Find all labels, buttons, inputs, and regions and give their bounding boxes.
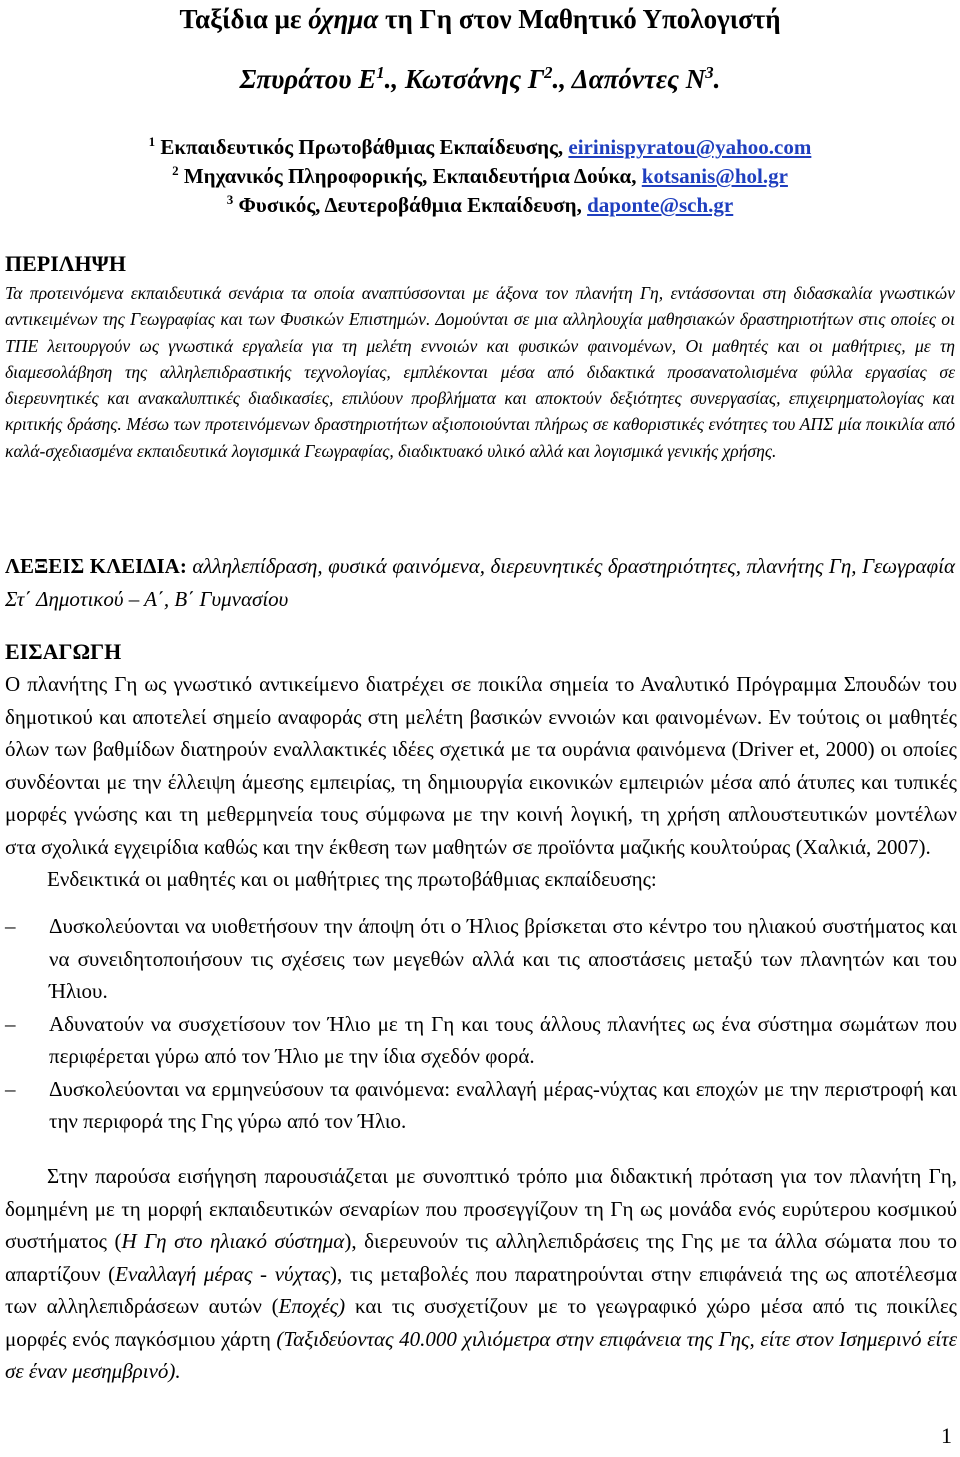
list-item-text: Δυσκολεύονται να ερμηνεύσουν τα φαινόμενα: εναλλαγή μέρας-νύχτας και εποχών με την περιστροφή και την περιφορά της Γης γύρω από τον Ήλιο. — [49, 1076, 957, 1133]
paragraph-3-part-3: ), τις μεταβολές που παρατηρούνται στην επιφάνειά της ως αποτέλεσμα των αλληλεπιδράσεων αυτών ( — [5, 1261, 957, 1318]
author-line-end: . — [713, 64, 721, 94]
list-item — [5, 1008, 957, 1073]
introduction-paragraph-1: Ο πλανήτης Γη ως γνωστικό αντικείμενο διατρέχει σε ποικίλα σημεία το Αναλυτικό Πρόγραμμα Σπουδών του δημοτικού και αποτελεί σημείο αναφοράς στη μελέτη βασικών εννοιών και φαινομένων. Εν τούτοις οι μαθητές όλων των βαθμίδων διατηρούν εναλλακτικές ιδέες σχετικά με τα ουράνια φαινόμενα (Driver et, 2000) οι οποίες συνδέονται με την έλλειψη άμεσης εμπειρίας, τη δημιουργία εικονικών εμπειριών μέσα από άτυπες και τυπικές μορφές γνώσης και τη μεθερμηνεία τους σύμφωνα με την κοινή λογική, τη χρήση απλουστευτικών μοντέλων στα σχολικά εγχειρίδια καθώς και την έκθεση των μαθητών σε προϊόντα μαζικής κουλτούρας (Χαλκιά, 2007). — [5, 672, 957, 859]
misconception-list — [5, 910, 957, 1138]
introduction-heading: ΕΙΣΑΓΩΓΗ — [5, 639, 122, 664]
dash-bullet: – — [5, 1011, 16, 1036]
paragraph-3-part-2: ), διερευνούν τις αλληλεπιδράσεις της Γης με τα άλλα σώματα που τo απαρτίζουν ( — [5, 1229, 958, 1286]
abstract-heading: ΠΕΡΙΛΗΨΗ — [5, 251, 126, 276]
affiliation-1-text: Εκπαιδευτικός Πρωτοβάθμιας Εκπαίδευσης, — [155, 135, 569, 159]
abstract-text: Τα προτεινόμενα εκπαιδευτικά σενάρια τα οποία αναπτύσσονται με άξονα τον πλανήτη Γη, εντάσσονται στη διδασκαλία γνωστικών αντικειμένων της Γεωγραφίας και των Φυσικών Επιστημών. Δομούνται σε μια αλληλουχία μαθησιακών δραστηριοτήτων στις οποίες οι ΤΠΕ λειτουργούν ως γνωστικά εργαλεία για τη μελέτη εννοιών και φυσικών φαινομένων, Οι μαθητές και οι μαθήτριες, με τη διαμεσολάβηση της αλληλεπιδραστικής τεχνολογίας, εμπλέκονται μέσα από διδακτικά προσανατολισμένα φύλλα εργασίας σε διερευνητικές και ανακαλυπτικές διαδικασίες, επιλύουν προβλήματα και αποκτούν δεξιότητες συνεργασίας, επιχειρηματολογίας και κριτικής δράσης. Μέσω των προτεινόμενων δραστηριοτήτων αξιοποιούνται πλήρως σε καθοριστικές ενότητες του ΑΠΣ μία ποικιλία από καλά-σχεδιασμένα εκπαιδευτικά λογισμικά Γεωγραφίας, διαδικτυακό υλικό αλλά και λογισμικά γενικής χρήσης. — [5, 283, 955, 461]
list-item-text: Δυσκολεύονται να υιοθετήσουν την άποψη ότι ο Ήλιος βρίσκεται στο κέντρο του ηλιακού συστήματος και να συνειδητοποιήσουν τις σχέσεις των μεγεθών αλλά και τις αποστάσεις μεταξύ των πλανητών και του Ήλιου. — [49, 914, 957, 1003]
author-line — [0, 62, 960, 96]
author-2: ., Κωτσάνης Γ — [384, 64, 545, 94]
affiliation-1-email-link[interactable]: eirinispyratou@yahoo.com — [568, 135, 812, 159]
scenario-title-4: (Ταξιδεύοντας 40.000 χιλιόμετρα στην επιφάνεια της Γης, είτε στον Ισημερινό είτε σε έναν μεσημβρινό). — [5, 1326, 957, 1383]
page-number: 1 — [941, 1423, 952, 1448]
introduction-body — [5, 668, 957, 896]
author-3-mark: 3 — [705, 63, 714, 82]
scenario-title-1: Η Γη στο ηλιακό σύστημα — [121, 1229, 345, 1253]
affiliation-3 — [0, 191, 960, 219]
affiliation-2-mark: 2 — [172, 163, 179, 178]
title-text-emphasis: όχημα — [308, 4, 379, 34]
affiliation-1-mark: 1 — [148, 134, 156, 149]
dash-bullet: – — [5, 1076, 16, 1101]
list-item — [5, 910, 957, 1008]
scenario-title-2: Εναλλαγή μέρας - νύχτας — [115, 1261, 330, 1286]
affiliation-3-mark: 3 — [226, 192, 234, 207]
introduction-paragraph-3 — [5, 1160, 957, 1388]
title-text-start: Ταξίδια με — [179, 4, 309, 34]
paper-title — [0, 2, 960, 36]
list-item — [5, 1073, 957, 1138]
affiliation-1 — [0, 133, 960, 161]
list-item-text: Αδυνατούν να συσχετίσουν τον Ήλιο με τη Γη και τους άλλους πλανήτες ως ένα σύστημα σωμάτων που περιφέρεται γύρω από τον Ήλιο με την ίδια σχεδόν φορά. — [49, 1011, 957, 1068]
author-2-mark: 2 — [544, 63, 553, 82]
paragraph-3-part-1: Στην παρούσα εισήγηση παρουσιάζεται με συνοπτικό τρόπο μια διδακτική πρόταση για τον πλανήτη Γη, δομημένη με τη μορφή εκπαιδευτικών σεναρίων που προσεγγίζουν τη Γη ως μονάδα ενός ευρύτερου κοσμικού συστήματος ( — [5, 1164, 957, 1253]
affiliation-2-email-link[interactable]: kotsanis@hol.gr — [641, 164, 788, 188]
author-1: Σπυράτου Ε — [239, 64, 377, 94]
paragraph-3-part-4: και τις συσχετίζουν με το γεωγραφικό χώρο μέσα από τις ποικίλες μορφές ενός παγκόσμιου χάρτη — [5, 1294, 957, 1351]
affiliation-3-text: Φυσικός, Δευτεροβάθμια Εκπαίδευση, — [233, 193, 588, 217]
keywords-block — [5, 550, 955, 616]
scenario-title-3: Εποχές) — [278, 1294, 346, 1318]
keywords-label: ΛΕΞΕΙΣ ΚΛΕΙΔΙΑ: — [5, 554, 187, 578]
dash-bullet: – — [5, 914, 16, 938]
affiliation-2-text: Μηχανικός Πληροφορικής, Εκπαιδευτήρια Δούκα, — [178, 164, 642, 188]
paragraph-3-text — [5, 1160, 957, 1388]
author-1-mark: 1 — [376, 63, 385, 82]
keywords-text: αλληλεπίδραση, φυσικά φαινόμενα, διερευνητικές δραστηριότητες, πλανήτης Γη, Γεωγραφία Στ΄ Δημοτικού – Α΄, Β΄ Γυμνασίου — [5, 554, 955, 611]
author-3: ., Δαπόντες Ν — [552, 64, 706, 94]
title-text-end: τη Γη στον Μαθητικό Υπολογιστή — [378, 4, 781, 34]
affiliation-2 — [0, 162, 960, 190]
affiliation-3-email-link[interactable]: daponte@sch.gr — [587, 193, 734, 217]
introduction-paragraph-2: Ενδεικτικά οι μαθητές και οι μαθήτριες της πρωτοβάθμιας εκπαίδευσης: — [47, 867, 657, 891]
